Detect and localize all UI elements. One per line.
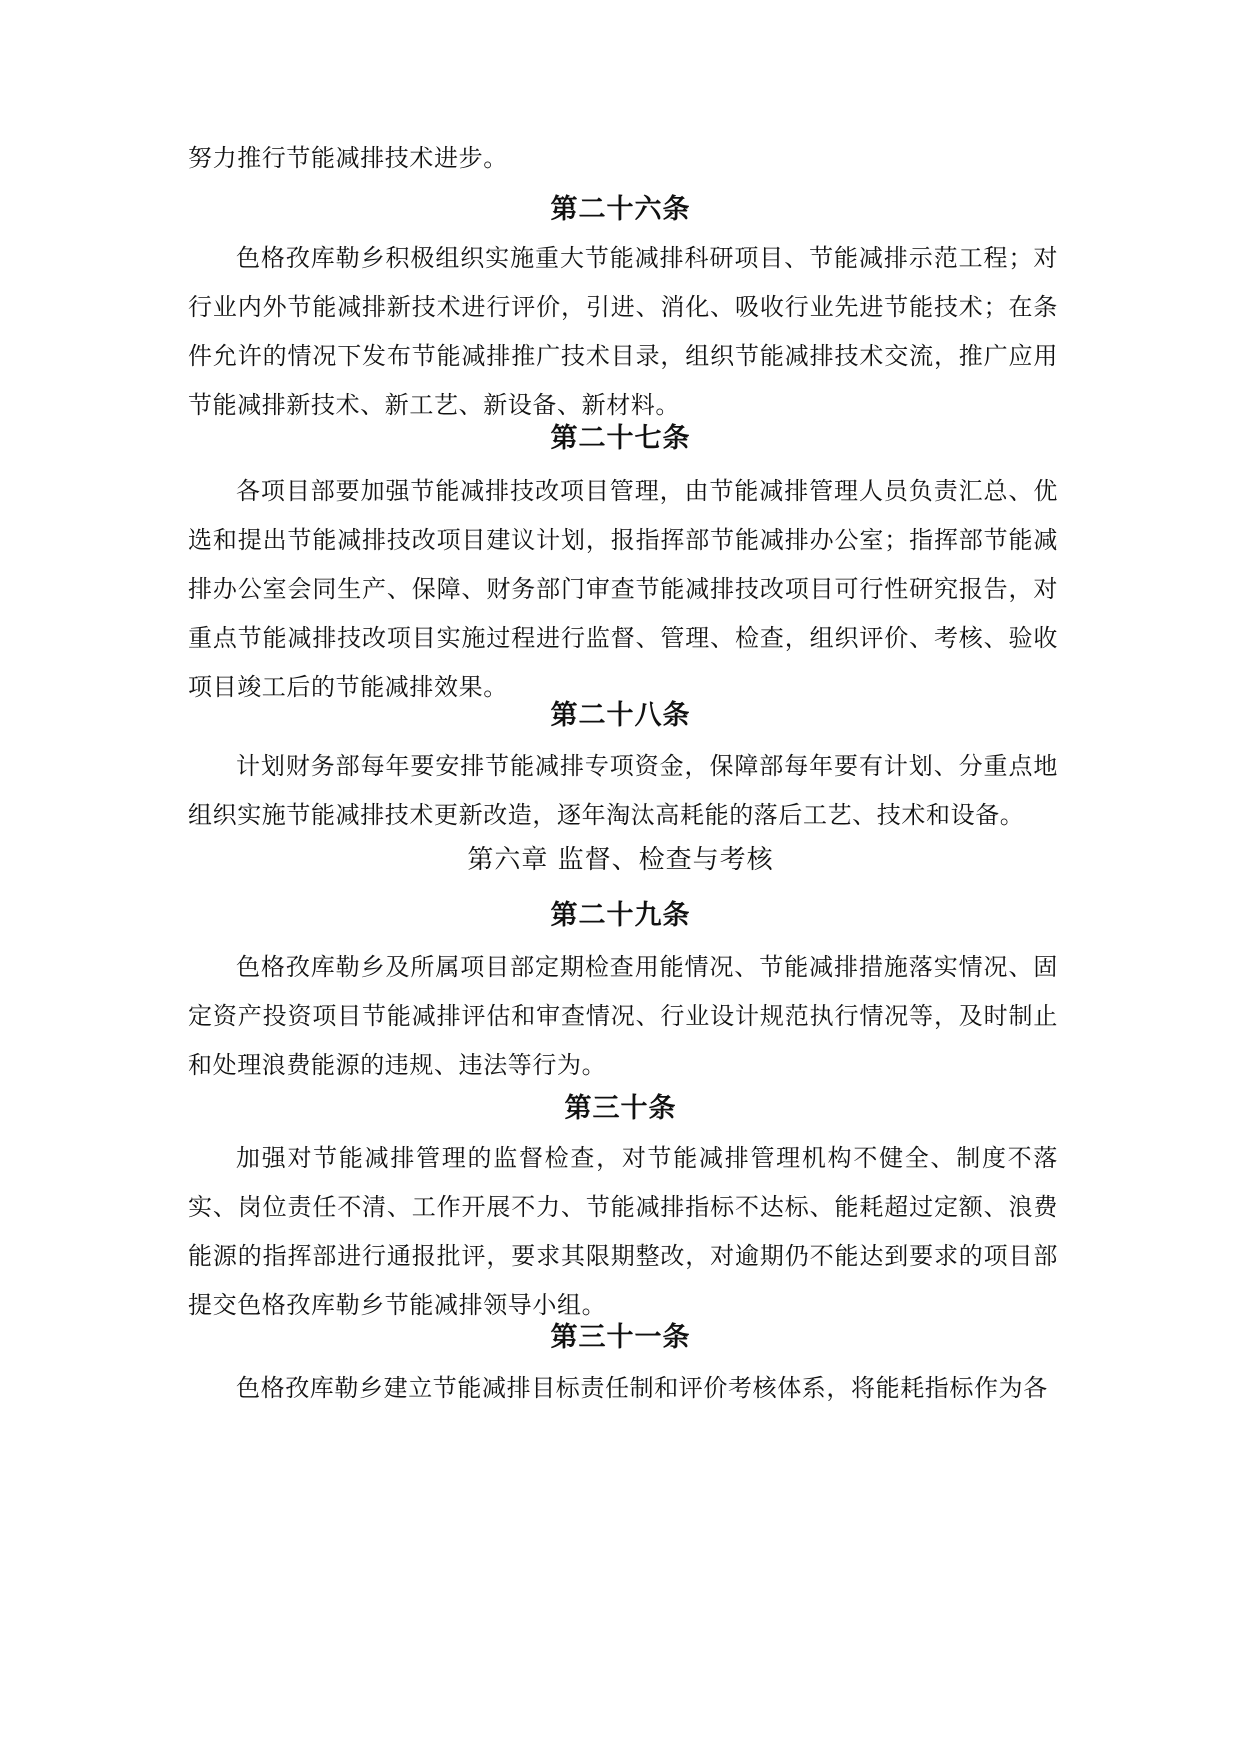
continuation-paragraph: 努力推行节能减排技术进步。	[188, 144, 508, 172]
article-29-body: 色格孜库勒乡及所属项目部定期检查用能情况、节能减排措施落实情况、固定资产投资项目节能减排评估和审查情况、行业设计规范执行情况等，及时制止和处理浪费能源的违规、违法等行为。	[188, 953, 1058, 1079]
article-30-title: 第三十条	[564, 1093, 677, 1124]
article-27-body: 各项目部要加强节能减排技改项目管理，由节能减排管理人员负责汇总、优选和提出节能减排技改项目建议计划，报指挥部节能减排办公室；指挥部节能减排办公室会同生产、保障、财务部门审查节能减排技改项目可行性研究报告，对重点节能减排技改项目实施过程进行监督、管理、检查，组织评价、考核、验收项目竣工后的节能减排效果。	[188, 477, 1058, 701]
article-29-title: 第二十九条	[550, 900, 691, 931]
article-26-body: 色格孜库勒乡积极组织实施重大节能减排科研项目、节能减排示范工程；对行业内外节能减排新技术进行评价，引进、消化、吸收行业先进节能技术；在条件允许的情况下发布节能减排推广技术目录，组织节能减排技术交流，推广应用节能减排新技术、新工艺、新设备、新材料。	[188, 244, 1058, 419]
article-28-title: 第二十八条	[550, 700, 691, 731]
article-28-body: 计划财务部每年要安排节能减排专项资金，保障部每年要有计划、分重点地组织实施节能减排技术更新改造，逐年淘汰高耗能的落后工艺、技术和设备。	[188, 752, 1058, 829]
article-27-title: 第二十七条	[550, 423, 691, 454]
article-31-title: 第三十一条	[550, 1322, 691, 1353]
chapter-6-heading: 第六章 监督、检查与考核	[467, 845, 774, 875]
article-26-title: 第二十六条	[550, 194, 691, 225]
article-31-body: 色格孜库勒乡建立节能减排目标责任制和评价考核体系，将能耗指标作为各	[236, 1374, 1048, 1402]
article-30-body: 加强对节能减排管理的监督检查，对节能减排管理机构不健全、制度不落实、岗位责任不清、工作开展不力、节能减排指标不达标、能耗超过定额、浪费能源的指挥部进行通报批评，要求其限期整改，对逾期仍不能达到要求的项目部提交色格孜库勒乡节能减排领导小组。	[188, 1144, 1058, 1319]
